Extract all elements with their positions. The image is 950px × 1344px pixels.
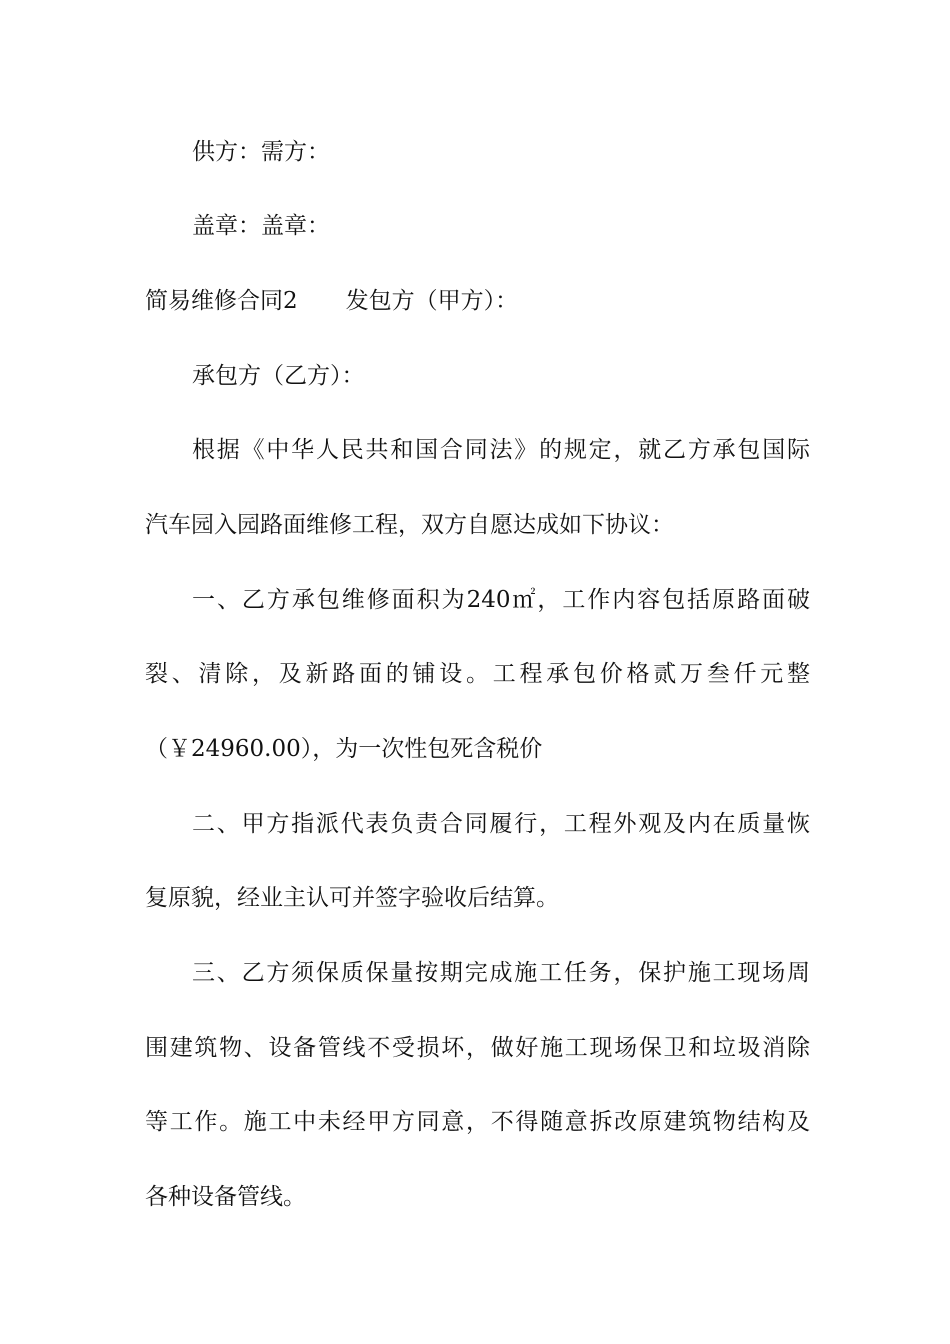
- clause-2-line-1: 二、甲方指派代表负责合同履行，工程外观及内在质量恢: [192, 811, 810, 837]
- seals-line: 盖章：盖章：: [192, 213, 330, 239]
- clause-3-line-1: 三、乙方须保质保量按期完成施工任务，保护施工现场周: [192, 960, 810, 986]
- clause-2-line-2: 复原貌，经业主认可并签字验收后结算。: [145, 885, 559, 911]
- party-a-label: 发包方（甲方）：: [345, 288, 519, 314]
- clause-3-line-2: 围建筑物、设备管线不受损坏，做好施工现场保卫和垃圾消除: [145, 1035, 810, 1061]
- contract-title: 简易维修合同2: [145, 288, 298, 314]
- signature-parties-line: 供方：需方：: [192, 139, 330, 165]
- clause-1-line-1: 一、乙方承包维修面积为240㎡，工作内容包括原路面破: [192, 587, 810, 613]
- preamble-line-1: 根据《中华人民共和国合同法》的规定，就乙方承包国际: [192, 437, 810, 463]
- contract-heading-line: [145, 286, 810, 316]
- clause-1-line-2: 裂、清除，及新路面的铺设。工程承包价格贰万叁仟元整: [145, 661, 810, 687]
- preamble-line-2: 汽车园入园路面维修工程，双方自愿达成如下协议：: [145, 512, 674, 538]
- clause-1-line-3: （￥24960.00），为一次性包死含税价: [145, 736, 543, 762]
- clause-3-line-3: 等工作。施工中未经甲方同意，不得随意拆改原建筑物结构及: [145, 1109, 810, 1135]
- clause-3-line-4: 各种设备管线。: [145, 1184, 306, 1210]
- party-b-label: 承包方（乙方）：: [192, 363, 365, 389]
